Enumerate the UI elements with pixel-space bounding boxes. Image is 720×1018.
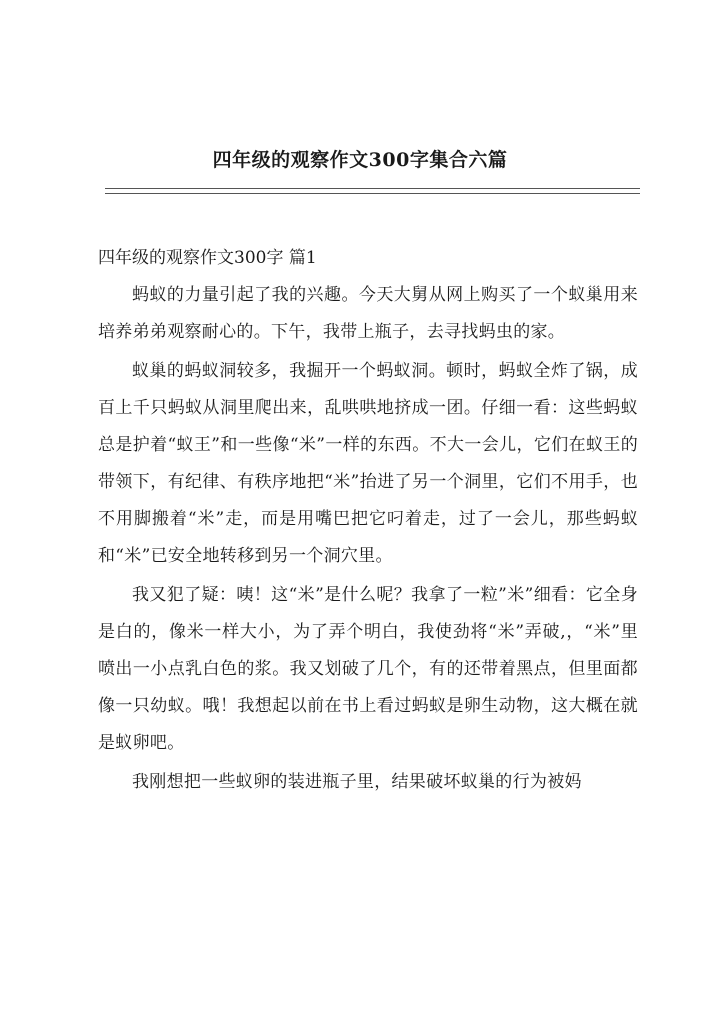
paragraph: 我刚想把一些蚁卵的装进瓶子里，结果破坏蚁巢的行为被妈 bbox=[132, 772, 582, 792]
essay-body bbox=[98, 277, 638, 803]
title-divider bbox=[105, 188, 640, 194]
document-title: 四年级的观察作文300字集合六篇 bbox=[212, 149, 508, 171]
paragraph: 蚂蚁的力量引起了我的兴趣。今天大舅从网上购买了一个蚁巢用来培养弟弟观察耐心的。下午，我带上瓶子，去寻找蚂虫的家。 bbox=[98, 285, 638, 342]
paragraph: 蚁巢的蚂蚁洞较多，我掘开一个蚂蚁洞。顿时，蚂蚁全炸了锅，成百上千只蚂蚁从洞里爬出来，乱哄哄地挤成一团。仔细一看：这些蚂蚁总是护着“蚁王”和一些像“米”一样的东西。不大一会儿，它们在蚁王的带领下，有纪律、有秩序地把“米”抬进了另一个洞里，它们不用手，也不用脚搬着“米”走，而是用嘴巴把它叼着走，过了一会儿，那些蚂蚁和“米”已安全地转移到另一个洞穴里。 bbox=[98, 361, 638, 566]
paragraph: 我又犯了疑：咦！这“米”是什么呢？我拿了一粒”米”细看：它全身是白的，像米一样大小，为了弄个明白，我使劲将“米”弄破,，“米”里喷出一小点乳白色的浆。我又划破了几个，有的还带着黑点，但里面都像一只幼蚁。哦！我想起以前在书上看过蚂蚁是卵生动物，这大概在就是蚁卵吧。 bbox=[98, 585, 638, 753]
section-heading: 四年级的观察作文300字 篇1 bbox=[98, 248, 317, 268]
